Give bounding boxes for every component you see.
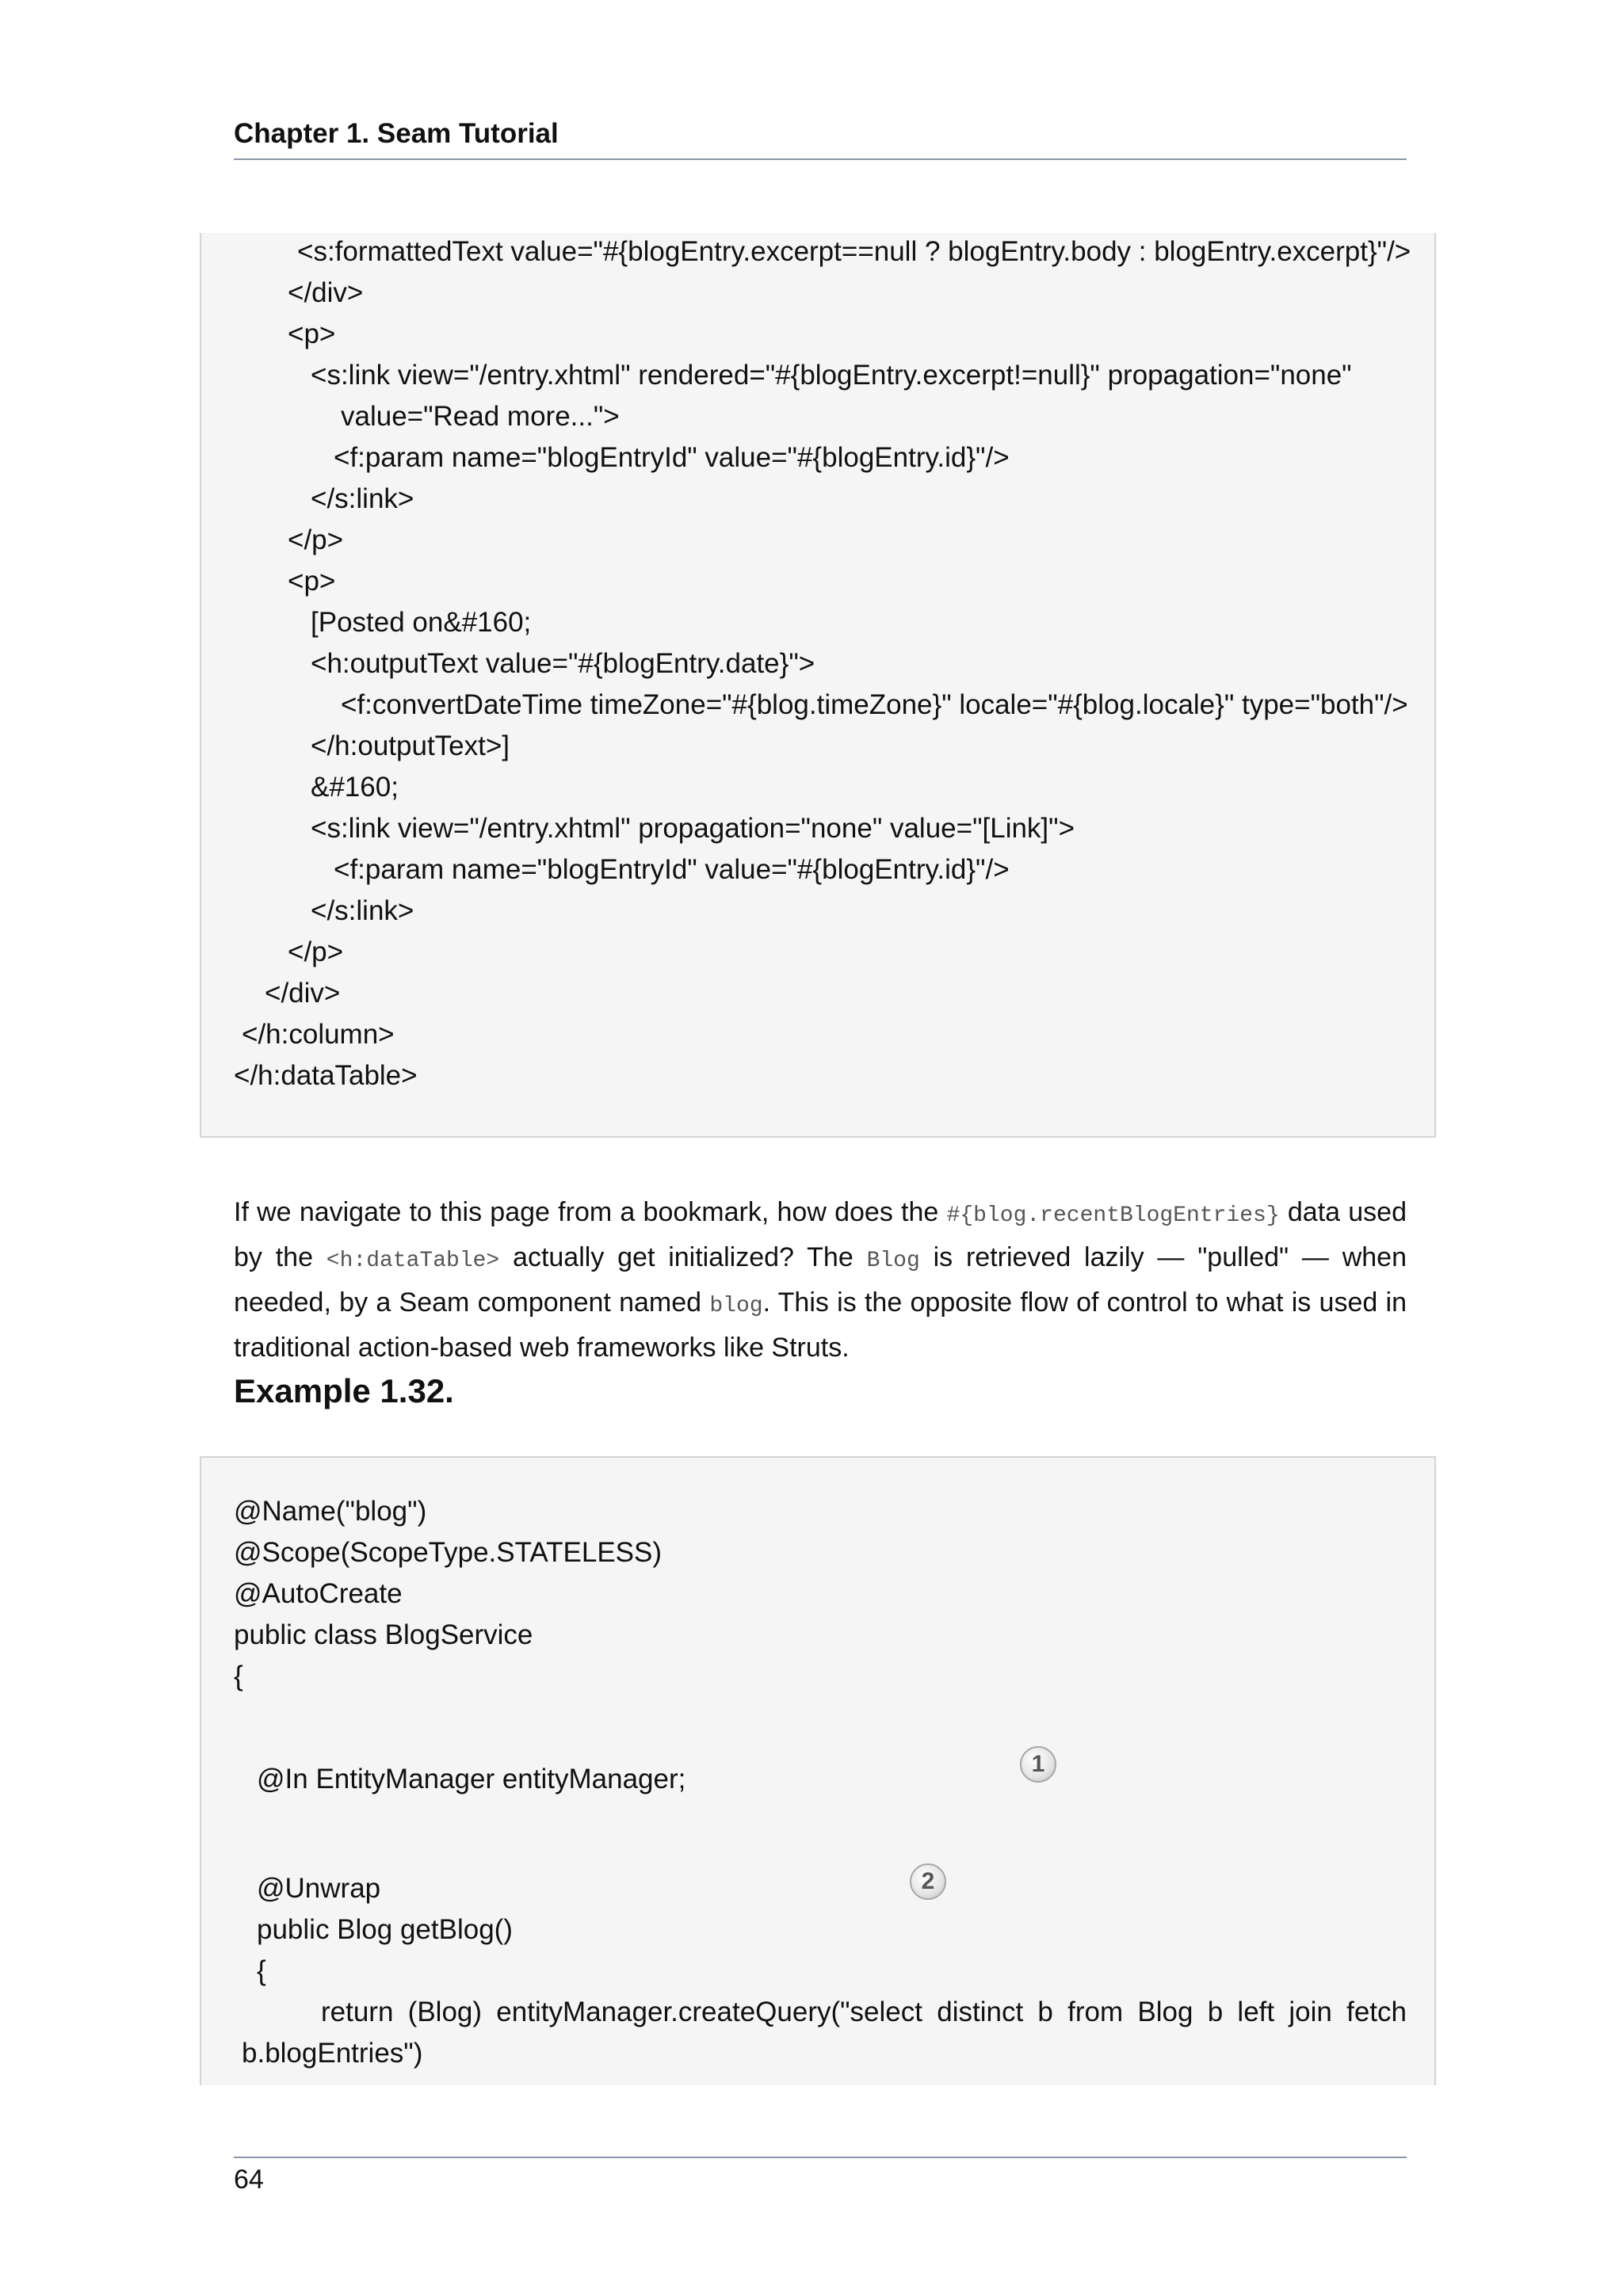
code-line: @Scope(ScopeType.STATELESS) [234,1537,663,1568]
code-line: value="Read more..."> [341,401,620,432]
code-line: public class BlogService [234,1619,533,1650]
code-line: <s:link view="/entry.xhtml" propagation="none" value="[Link]"> [311,813,1075,844]
footer-rule [234,2157,1407,2158]
code-line: <s:link view="/entry.xhtml" rendered="#{blogEntry.excerpt!=null}" propagation="none" [311,360,1352,391]
code-line: <f:convertDateTime timeZone="#{blog.timeZone}" locale="#{blog.locale}" type="both"/> [341,689,1408,720]
example-title: Example 1.32. [234,1372,454,1409]
paragraph-text: is retrieved lazily — "pulled" — when needed, by a Seam component named [234,1242,1407,1318]
code-line: return (Blog) entityManager.createQuery("select distinct b from Blog b left join fetch [321,1997,1407,2027]
code-line: <f:param name="blogEntryId" value="#{blogEntry.id}"/> [334,442,1010,473]
code-line: </s:link> [311,483,414,514]
paragraph-text: . This is the opposite flow of control to what is used in traditional action-based web frameworks like Struts. [234,1287,1407,1363]
code-line: </h:outputText>] [311,730,510,761]
paragraph-text: If we navigate to this page from a bookmark, how does the [234,1197,947,1227]
paragraph-text: data used by the [234,1197,1407,1272]
code-line: @In EntityManager entityManager; [257,1764,686,1794]
code-line: </p> [288,524,344,555]
inline-code: <h:dataTable> [326,1249,500,1273]
page-number: 64 [234,2164,264,2195]
code-line: @Unwrap [257,1873,381,1904]
code-line: { [234,1661,243,1691]
callout-1-icon[interactable]: 1 [1020,1746,1056,1783]
code-line: </h:dataTable> [234,1060,418,1091]
code-line: </div> [265,978,341,1009]
code-line: <p> [288,318,336,349]
code-line: <p> [288,566,336,597]
code-line: @Name("blog") [234,1496,427,1527]
code-line: <s:formattedText value="#{blogEntry.excerpt==null ? blogEntry.body : blogEntry.excerpt}"/> [297,236,1411,267]
callout-2-icon[interactable]: 2 [910,1863,946,1900]
chapter-header: Chapter 1. Seam Tutorial [234,118,559,149]
code-line: </s:link> [311,895,414,926]
code-line: </div> [288,277,364,308]
inline-code: #{blog.recentBlogEntries} [946,1203,1280,1228]
header-rule [234,158,1407,160]
code-line: [Posted on&#160; [311,607,532,638]
code-line: <h:outputText value="#{blogEntry.date}"> [311,648,815,679]
body-paragraph [234,1192,1407,1368]
inline-code: Blog [866,1249,920,1273]
code-line: <f:param name="blogEntryId" value="#{blogEntry.id}"/> [334,854,1010,885]
code-line: @AutoCreate [234,1578,403,1609]
inline-code: blog [709,1294,763,1318]
code-line: public Blog getBlog() [257,1914,513,1945]
code-line: b.blogEntries") [242,2038,423,2069]
paragraph-text: actually get initialized? The [499,1242,867,1272]
code-line: </p> [288,936,344,967]
code-line: &#160; [311,772,399,803]
code-line: </h:column> [242,1019,395,1050]
code-line: { [257,1955,266,1986]
